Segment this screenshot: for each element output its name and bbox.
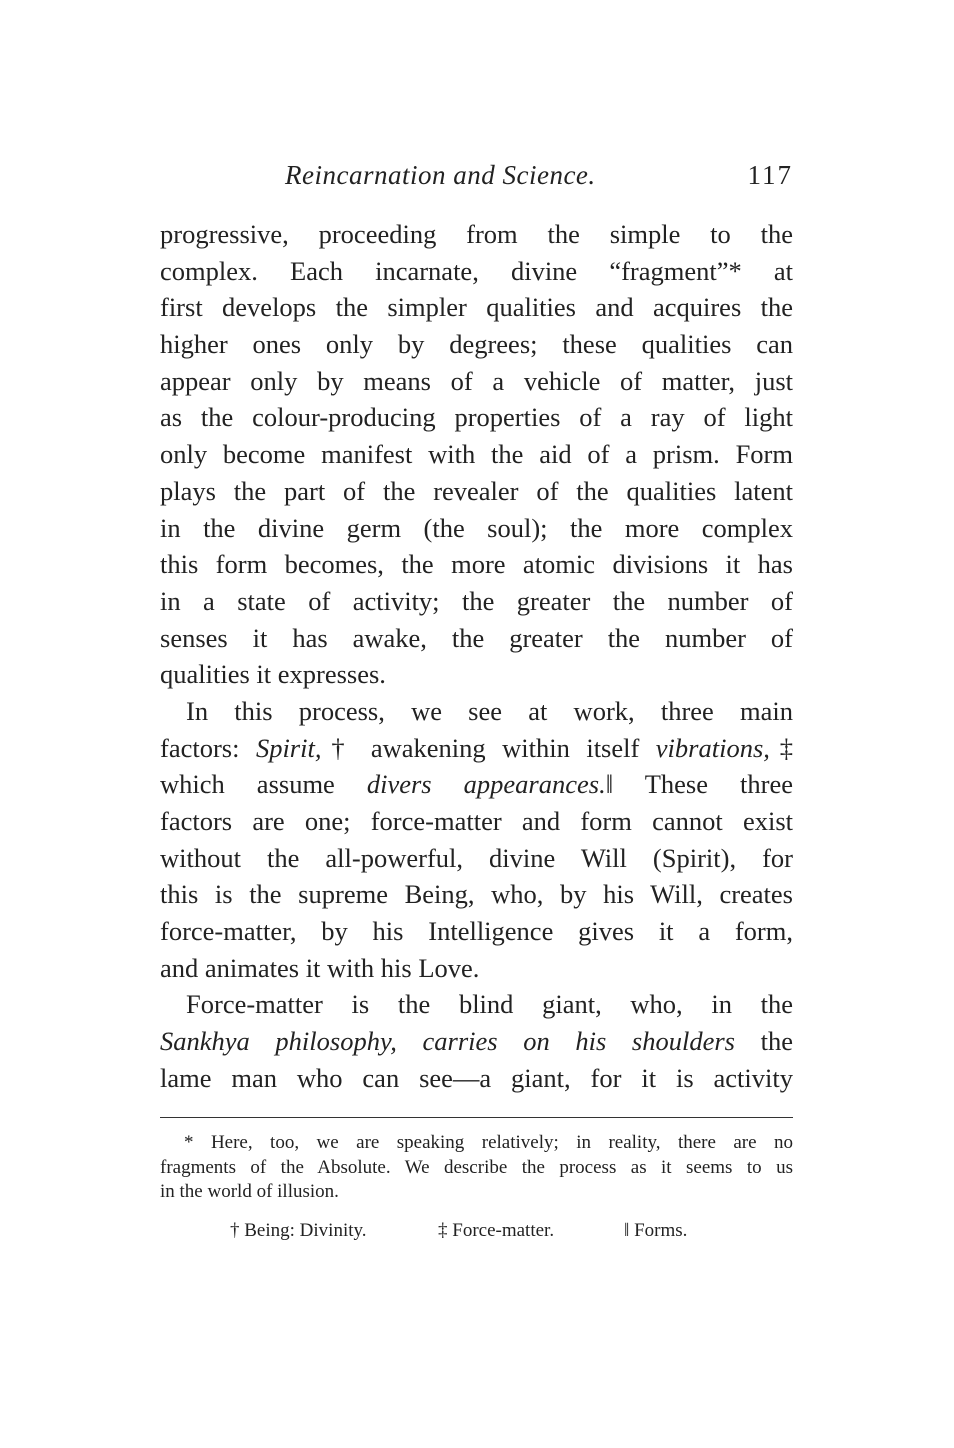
text-line xyxy=(160,583,793,620)
text-line xyxy=(160,436,793,473)
text-line xyxy=(160,363,793,400)
text-line xyxy=(160,913,793,950)
text-segment: lame man who can see—a giant, for it is activity xyxy=(160,1062,793,1093)
text-line xyxy=(160,216,793,253)
text-line xyxy=(160,766,793,803)
footnote-double-dagger: ‡ Force-matter. xyxy=(438,1219,555,1241)
footnote-line: * Here, too, we are speaking relatively; in reality, there are no xyxy=(184,1132,793,1153)
text-segment: Force-matter is the blind giant, who, in the xyxy=(186,989,793,1020)
page-number: 117 xyxy=(747,160,793,190)
italic-text: Sankhya philosophy, carries on his shoulders xyxy=(160,1026,735,1057)
text-segment: first develops the simpler qualities and acquires the xyxy=(160,292,793,323)
footnote-rule xyxy=(160,1117,793,1118)
text-segment: higher ones only by degrees; these qualities can xyxy=(160,329,793,360)
italic-text: Spirit, xyxy=(255,732,322,763)
footnotes xyxy=(160,1131,793,1243)
text-segment: factors are one; force-matter and form cannot exist xyxy=(160,806,793,836)
text-line xyxy=(160,289,793,326)
text-segment: in a state of activity; the greater the number of xyxy=(160,585,793,616)
text-line xyxy=(160,950,793,987)
text-segment: qualities it expresses. xyxy=(160,659,386,690)
footnote-dagger: † Being: Divinity. xyxy=(230,1219,367,1241)
text-segment: In this process, we see at work, three main xyxy=(186,695,793,726)
text-segment: ‡ xyxy=(769,732,794,763)
text-line xyxy=(160,510,793,547)
text-line xyxy=(160,399,793,436)
text-segment: this is the supreme Being, who, by his Will, creates xyxy=(160,879,793,910)
text-line xyxy=(160,803,793,840)
text-line xyxy=(160,253,793,290)
text-segment: this form becomes, the more atomic divisions it has xyxy=(160,549,793,580)
page-header xyxy=(160,160,793,200)
text-line xyxy=(160,473,793,510)
text-segment: appear only by means of a vehicle of matter, just xyxy=(160,365,793,396)
text-segment: without the all-powerful, divine Will (Spirit), for xyxy=(160,842,793,873)
italic-text: vibrations, xyxy=(655,732,770,763)
text-segment: complex. Each incarnate, divine “fragment”* at xyxy=(160,255,793,286)
text-line xyxy=(160,326,793,363)
text-segment: as the colour-producing properties of a ray of light xyxy=(160,402,793,433)
text-segment: force-matter, by his Intelligence gives it a form, xyxy=(160,916,793,947)
text-segment: † awakening within itself xyxy=(321,732,656,763)
running-title: Reincarnation and Science. xyxy=(285,160,596,190)
text-segment: only become manifest with the aid of a prism. Form xyxy=(160,439,793,470)
text-segment: ‖ These three xyxy=(605,769,793,800)
footnote-row xyxy=(160,1219,793,1243)
italic-text: divers appearances. xyxy=(366,769,606,800)
footnote-line: fragments of the Absolute. We describe the process as it seems to us xyxy=(160,1156,793,1178)
body-text xyxy=(160,216,793,1097)
text-line xyxy=(160,840,793,877)
text-segment: progressive, proceeding from the simple to the xyxy=(160,219,793,249)
text-line xyxy=(160,1060,793,1097)
text-line xyxy=(160,876,793,913)
text-segment: factors: xyxy=(160,732,256,763)
text-line xyxy=(160,1023,793,1060)
text-line xyxy=(160,986,793,1023)
text-segment: and animates it with his Love. xyxy=(160,952,480,983)
text-line xyxy=(160,620,793,657)
text-line xyxy=(160,730,793,767)
text-line xyxy=(160,656,793,693)
text-segment: senses it has awake, the greater the number of xyxy=(160,622,793,653)
text-line xyxy=(160,693,793,730)
text-segment: in the divine germ (the soul); the more complex xyxy=(160,512,793,543)
text-segment: plays the part of the revealer of the qualities latent xyxy=(160,475,793,506)
text-segment: which assume xyxy=(160,769,367,800)
footnote-line: in the world of illusion. xyxy=(160,1181,339,1202)
text-segment: the xyxy=(734,1026,793,1057)
text-line xyxy=(160,546,793,583)
footnote-parallel: ‖ Forms. xyxy=(624,1219,688,1241)
